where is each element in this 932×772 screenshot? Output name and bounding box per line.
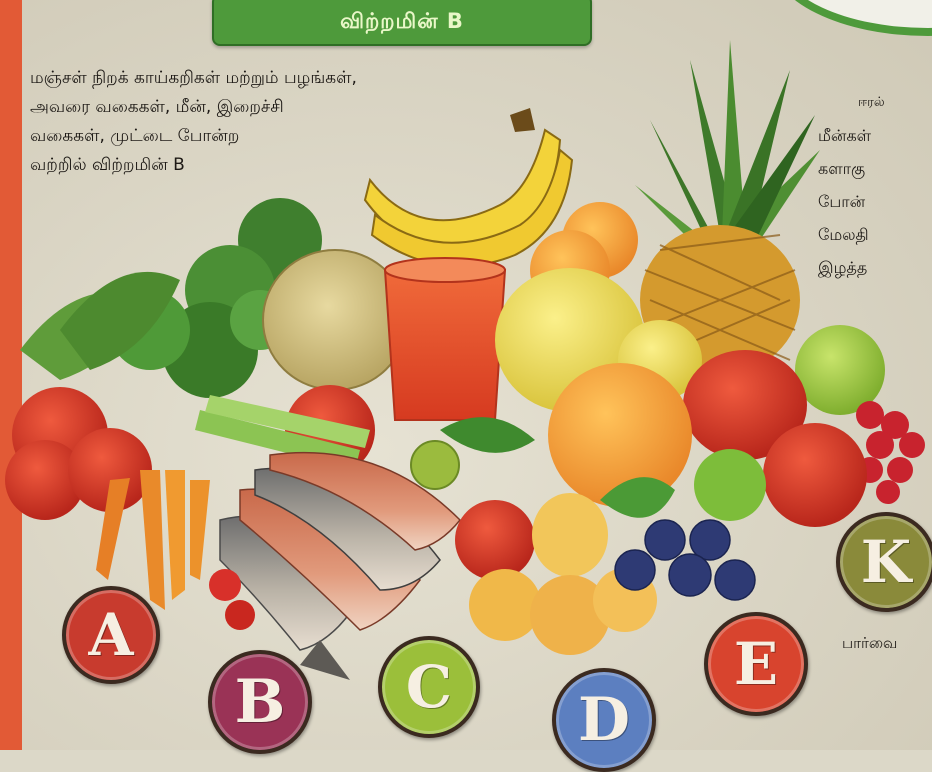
intro-line: வகைகள், முட்டை போன்ற	[30, 126, 240, 146]
right-line: ஈரல்	[858, 95, 885, 110]
red-grapes	[856, 401, 925, 504]
apple	[763, 423, 867, 527]
vitamin-k-badge: K	[836, 512, 932, 612]
vitamin-c-badge: C	[378, 636, 480, 738]
vitamin-e-badge: E	[704, 612, 808, 716]
intro-line: அவரை வகைகள், மீன், இறைச்சி	[30, 97, 284, 117]
right-line: மேலதி	[818, 225, 869, 244]
right-line: இழத்த	[818, 258, 868, 277]
vitamin-b-badge: B	[208, 650, 312, 754]
pineapple-leaves	[635, 40, 820, 250]
juice-glass	[385, 258, 505, 420]
right-line: மீன்கள்	[818, 126, 872, 145]
right-line: களாகு	[818, 159, 866, 178]
cherry-tomato	[225, 600, 255, 630]
right-line: போன்	[818, 192, 866, 211]
cherry-tomato	[209, 569, 241, 601]
page-title: விற்றமின் B	[340, 8, 464, 33]
blueberries	[615, 520, 755, 600]
apricot	[469, 569, 541, 641]
kiwi	[411, 441, 459, 489]
leaf	[440, 417, 535, 453]
lime	[694, 449, 766, 521]
vitamin-d-badge: D	[552, 668, 656, 772]
apricot	[532, 493, 608, 577]
intro-line: வற்றில் விற்றமின் B	[30, 155, 185, 175]
intro-line: மஞ்சள் நிறக் காய்கறிகள் மற்றும் பழங்கள்,	[30, 68, 357, 88]
bottom-right-fragment: பார்வை	[842, 634, 898, 652]
vitamin-a-badge: A	[62, 586, 160, 684]
apple	[455, 500, 535, 580]
